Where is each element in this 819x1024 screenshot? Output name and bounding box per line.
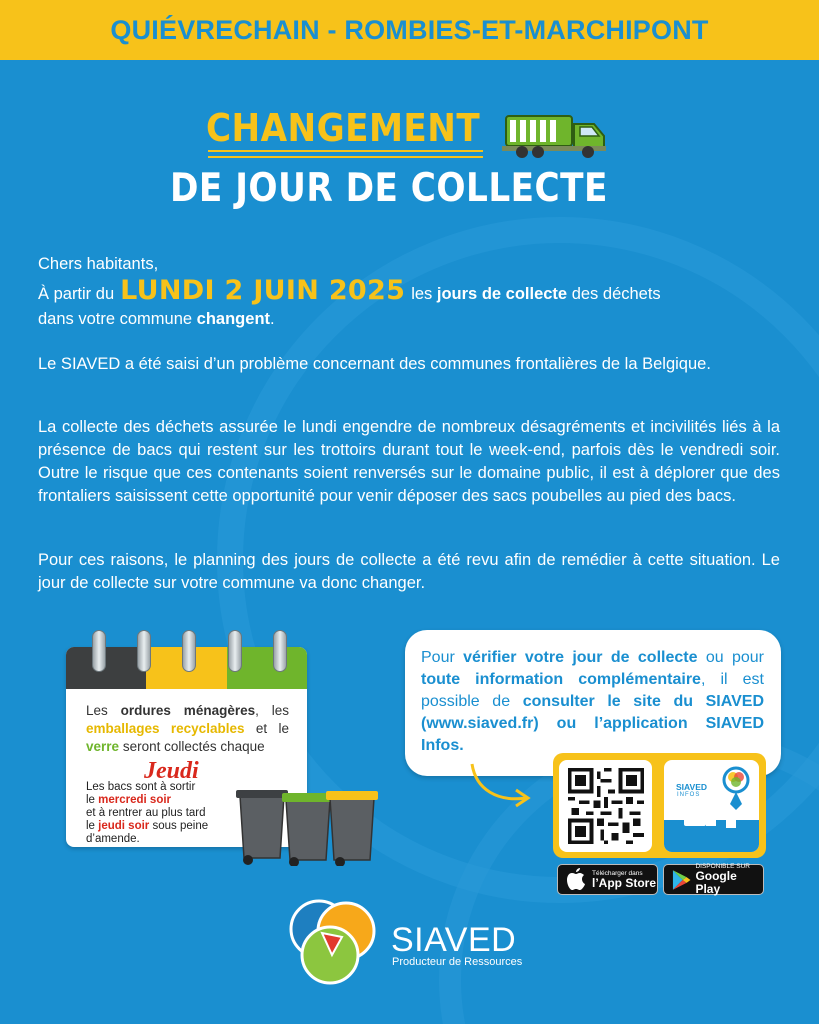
apple-icon bbox=[564, 867, 588, 893]
brand-tagline: Producteur de Ressources bbox=[392, 956, 523, 968]
intro-mid: les bbox=[411, 285, 433, 303]
headline-underline bbox=[208, 150, 483, 158]
app-store-button[interactable] bbox=[557, 864, 658, 895]
google-play-icon bbox=[670, 868, 691, 892]
cal-s2: le bbox=[86, 794, 95, 806]
calendar-ring-icon bbox=[92, 630, 106, 672]
calendar-bin-rules bbox=[86, 781, 246, 846]
change-date: LUNDI 2 JUIN 2025 bbox=[120, 275, 406, 306]
intro-line-2 bbox=[38, 308, 780, 331]
intro-bold-jours: jours de collecte bbox=[436, 285, 568, 303]
collection-day: Jeudi bbox=[144, 758, 199, 784]
cal-s4: et à rentrer au plus tard bbox=[86, 807, 206, 819]
cal-mercredi: mercredi soir bbox=[98, 794, 172, 806]
cal-t5: et le bbox=[255, 721, 289, 736]
cal-t1: Les bbox=[86, 703, 108, 718]
intro-bold-changent: changent bbox=[196, 310, 271, 328]
cal-ordures: ordures ménagères bbox=[120, 703, 256, 718]
calendar-ring-icon bbox=[182, 630, 196, 672]
intro-line2-prefix: dans votre commune bbox=[38, 310, 193, 328]
paragraph-problem: Le SIAVED a été saisi d’un problème concernant des communes frontalières de la Belgique. bbox=[38, 355, 711, 373]
top-banner bbox=[0, 0, 819, 60]
intro-suffix: des déchets bbox=[571, 285, 661, 303]
siaved-logo-icon bbox=[284, 893, 380, 989]
greeting: Chers habitants, bbox=[38, 255, 159, 273]
google-play-label: Google Play bbox=[695, 869, 737, 896]
bubble-a5: , il est possible de bbox=[421, 671, 764, 710]
cal-emballages: emballages recyclables bbox=[86, 721, 245, 736]
intro-prefix: À partir du bbox=[38, 285, 115, 303]
calendar-ring-icon bbox=[273, 630, 287, 672]
cal-t3: , les bbox=[255, 703, 289, 718]
brand-name: SIAVED bbox=[391, 921, 517, 959]
cal-s7: sous peine d’amende. bbox=[86, 820, 209, 845]
intro-line bbox=[38, 275, 661, 306]
app-sub: INFOS bbox=[677, 792, 701, 798]
info-bubble-text bbox=[421, 647, 764, 757]
app-store-small: Télécharger dans bbox=[592, 869, 643, 877]
cal-s1: Les bacs sont à sortir bbox=[86, 781, 196, 793]
bubble-a3: ou pour bbox=[705, 649, 764, 666]
calendar-ring-icon bbox=[228, 630, 242, 672]
cal-s5: le bbox=[86, 820, 95, 832]
google-play-button[interactable] bbox=[663, 864, 764, 895]
app-name: SIAVED bbox=[676, 782, 708, 792]
qr-code-icon[interactable] bbox=[568, 768, 644, 844]
google-play-small: DISPONIBLE SUR bbox=[695, 863, 750, 870]
headline-jour-de-collecte: DE JOUR DE COLLECTE bbox=[170, 166, 608, 211]
intro-line2-suffix: . bbox=[270, 310, 275, 328]
calendar-ring-icon bbox=[137, 630, 151, 672]
arrow-icon bbox=[468, 760, 532, 810]
bubble-consulter: consulter le site du SIAVED (www.siaved.fr) ou l’application SIAVED Infos. bbox=[421, 693, 764, 754]
bubble-info: toute information complémentaire bbox=[421, 671, 701, 688]
bubble-verifier: vérifier votre jour de collecte bbox=[463, 649, 698, 666]
cal-jeudi-soir: jeudi soir bbox=[98, 820, 150, 832]
wheelie-bins-icon bbox=[234, 780, 380, 866]
commune-title: QUIÉVRECHAIN - ROMBIES-ET-MARCHIPONT bbox=[110, 14, 709, 45]
headline-changement: CHANGEMENT bbox=[206, 106, 481, 150]
siaved-infos-app-icon[interactable] bbox=[664, 760, 759, 852]
app-store-label: l’App Store bbox=[592, 875, 657, 890]
app-illustration-icon bbox=[664, 760, 759, 852]
bubble-a1: Pour bbox=[421, 649, 455, 666]
paragraph-conclusion: Pour ces raisons, le planning des jours de collecte a été revu afin de remédier à cette situation. Le jour de collecte sur votre commune va donc changer. bbox=[38, 551, 780, 592]
cal-t7: seront collectés chaque bbox=[122, 739, 265, 754]
calendar-collection-text bbox=[86, 702, 289, 756]
garbage-truck-icon bbox=[500, 108, 612, 160]
cal-verre: verre bbox=[86, 739, 120, 754]
paragraph-context: La collecte des déchets assurée le lundi engendre de nombreux désagréments et incivilités liés à la présence de bacs qui restent sur les trottoirs durant tout le week-end, parfois dès le vendredi soir. Outre le risque que ces contenants soient renversés sur le domaine public, il est à déplorer que des frontaliers saisissent cette opportunité pour venir déposer des sacs poubelles au pied des bacs. bbox=[38, 418, 780, 505]
